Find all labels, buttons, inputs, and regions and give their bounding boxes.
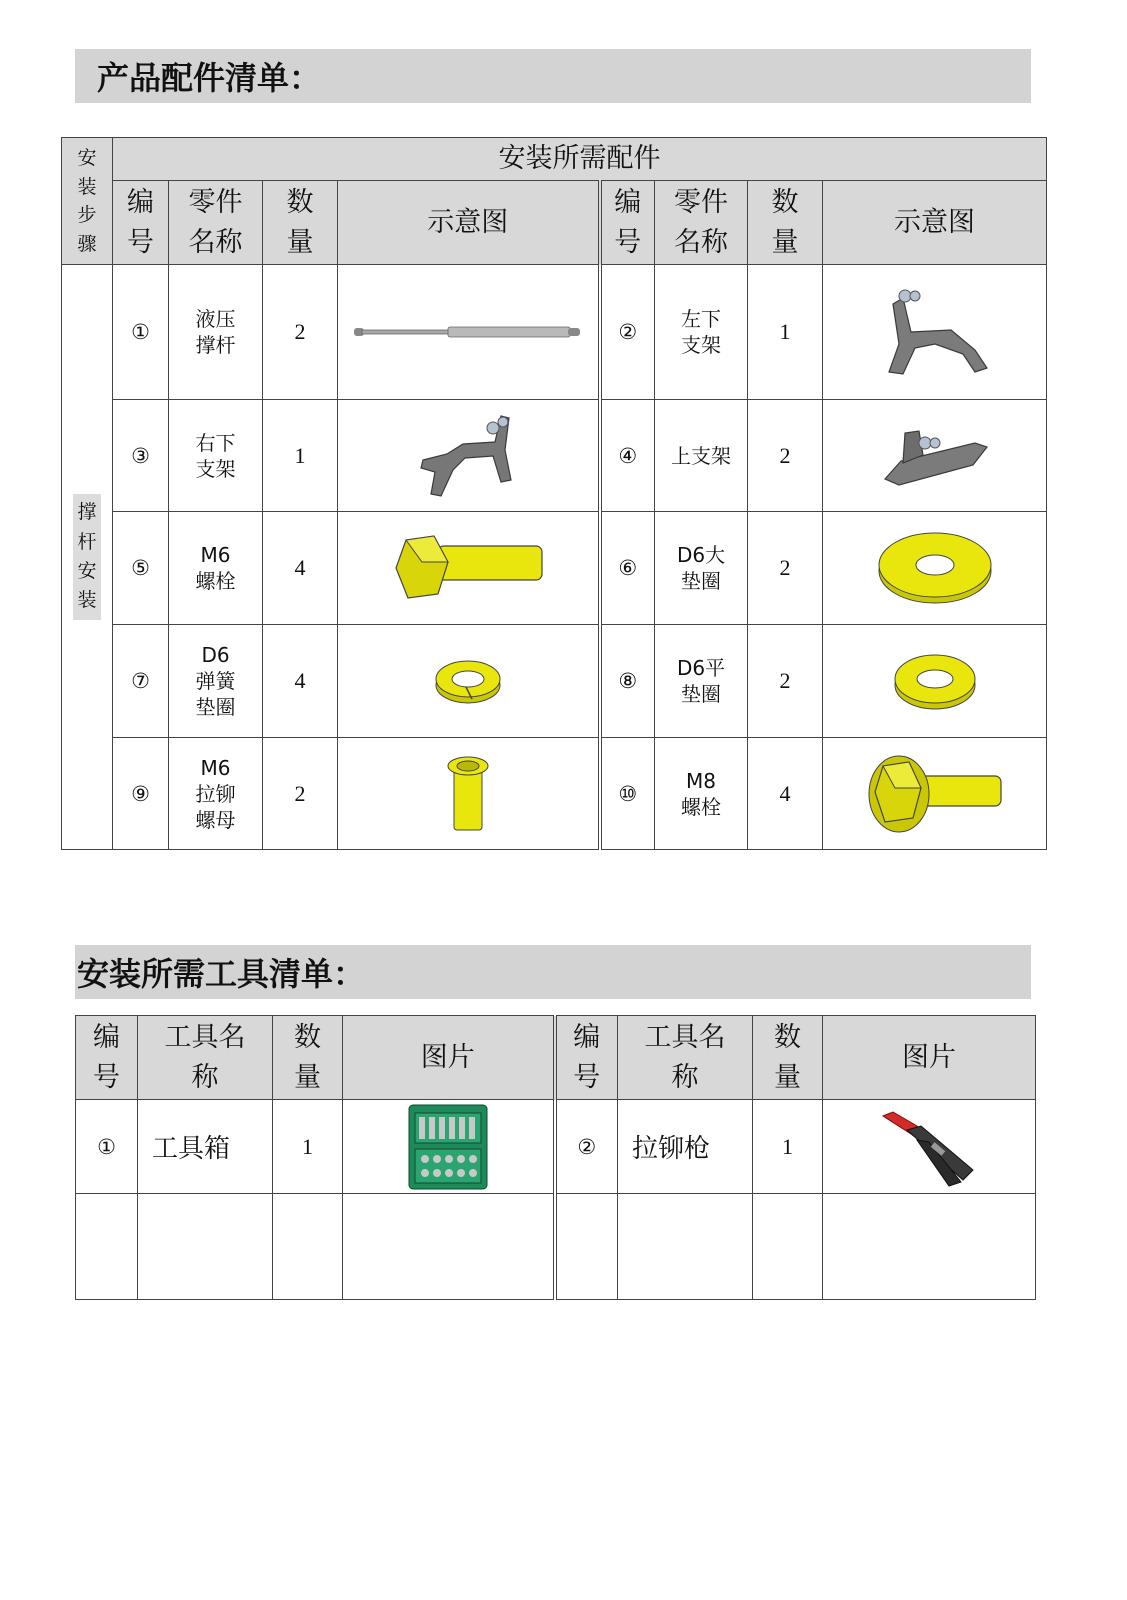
part-number: ⑦	[113, 625, 169, 738]
right-lower-bracket-icon	[413, 410, 523, 502]
part-name: M6拉铆螺母	[169, 738, 263, 850]
tools-list-title: 安装所需工具清单：	[75, 945, 1031, 999]
table-row	[62, 738, 1047, 850]
part-image-cell	[338, 265, 600, 400]
part-qty: 4	[263, 625, 338, 738]
group-header: 安装所需配件	[113, 138, 1047, 181]
part-qty: 1	[263, 400, 338, 512]
part-name: D6大垫圈	[655, 512, 748, 625]
part-image-cell	[338, 738, 600, 850]
part-number: ⑤	[113, 512, 169, 625]
part-image-cell	[823, 738, 1047, 850]
part-number: ⑧	[600, 625, 655, 738]
rivet-gun-icon	[877, 1106, 981, 1188]
part-name: D6平垫圈	[655, 625, 748, 738]
step-header: 安装步骤	[62, 138, 113, 265]
part-number: ①	[113, 265, 169, 400]
table-row	[62, 400, 1047, 512]
part-number: ⑩	[600, 738, 655, 850]
part-name: 上支架	[655, 400, 748, 512]
tool-qty: 1	[273, 1100, 343, 1194]
col-no-header: 编号	[555, 1016, 618, 1100]
part-image-cell	[823, 265, 1047, 400]
parts-table	[61, 137, 1047, 850]
part-name: M6螺栓	[169, 512, 263, 625]
spring-washer-icon	[432, 655, 504, 707]
part-name: 左下支架	[655, 265, 748, 400]
part-number: ⑥	[600, 512, 655, 625]
tool-number: ①	[76, 1100, 138, 1194]
empty-cell	[555, 1194, 618, 1300]
part-name: D6弹簧垫圈	[169, 625, 263, 738]
col-qty-header: 数量	[263, 181, 338, 265]
empty-cell	[618, 1194, 753, 1300]
part-image-cell	[338, 512, 600, 625]
col-img-header: 示意图	[338, 181, 600, 265]
col-name-header: 工具名称	[138, 1016, 273, 1100]
table-row	[76, 1100, 1036, 1194]
col-img-header: 示意图	[823, 181, 1047, 265]
col-img-header: 图片	[343, 1016, 555, 1100]
col-name-header: 工具名称	[618, 1016, 753, 1100]
part-qty: 2	[263, 265, 338, 400]
table-row	[76, 1194, 1036, 1300]
part-qty: 2	[748, 512, 823, 625]
gas-strut-icon	[352, 322, 584, 342]
part-qty: 2	[748, 625, 823, 738]
empty-cell	[343, 1194, 555, 1300]
empty-cell	[273, 1194, 343, 1300]
step-label: 撑杆安装	[73, 494, 101, 620]
tool-qty: 1	[753, 1100, 823, 1194]
tool-image-cell	[343, 1100, 555, 1194]
flange-bolt-icon	[865, 752, 1005, 836]
part-name: 右下支架	[169, 400, 263, 512]
part-number: ⑨	[113, 738, 169, 850]
part-image-cell	[338, 625, 600, 738]
toolbox-icon	[407, 1103, 489, 1191]
col-img-header: 图片	[823, 1016, 1036, 1100]
empty-cell	[76, 1194, 138, 1300]
part-number: ②	[600, 265, 655, 400]
part-image-cell	[823, 512, 1047, 625]
col-no-header: 编号	[600, 181, 655, 265]
part-qty: 4	[748, 738, 823, 850]
part-name: M8螺栓	[655, 738, 748, 850]
left-lower-bracket-icon	[875, 282, 995, 382]
part-image-cell	[338, 400, 600, 512]
part-image-cell	[823, 400, 1047, 512]
tool-name: 工具箱	[138, 1100, 273, 1194]
empty-cell	[138, 1194, 273, 1300]
part-number: ④	[600, 400, 655, 512]
rivet-nut-icon	[442, 752, 494, 836]
table-row	[62, 512, 1047, 625]
tool-name: 拉铆枪	[618, 1100, 753, 1194]
part-qty: 2	[263, 738, 338, 850]
col-name-header: 零件名称	[655, 181, 748, 265]
large-washer-icon	[875, 529, 995, 607]
col-no-header: 编号	[113, 181, 169, 265]
empty-cell	[753, 1194, 823, 1300]
part-qty: 4	[263, 512, 338, 625]
col-qty-header: 数量	[753, 1016, 823, 1100]
part-image-cell	[823, 625, 1047, 738]
flat-washer-icon	[892, 650, 978, 712]
hex-bolt-icon	[388, 532, 548, 604]
parts-list-title: 产品配件清单：	[75, 49, 1031, 103]
empty-cell	[823, 1194, 1036, 1300]
step-label-cell	[62, 265, 113, 850]
col-qty-header: 数量	[748, 181, 823, 265]
part-number: ③	[113, 400, 169, 512]
upper-bracket-icon	[879, 421, 991, 491]
part-qty: 2	[748, 400, 823, 512]
tool-number: ②	[555, 1100, 618, 1194]
col-no-header: 编号	[76, 1016, 138, 1100]
table-row	[62, 265, 1047, 400]
table-row	[62, 625, 1047, 738]
col-qty-header: 数量	[273, 1016, 343, 1100]
col-name-header: 零件名称	[169, 181, 263, 265]
part-name: 液压撑杆	[169, 265, 263, 400]
tool-image-cell	[823, 1100, 1036, 1194]
part-qty: 1	[748, 265, 823, 400]
tools-table	[75, 1015, 1036, 1300]
